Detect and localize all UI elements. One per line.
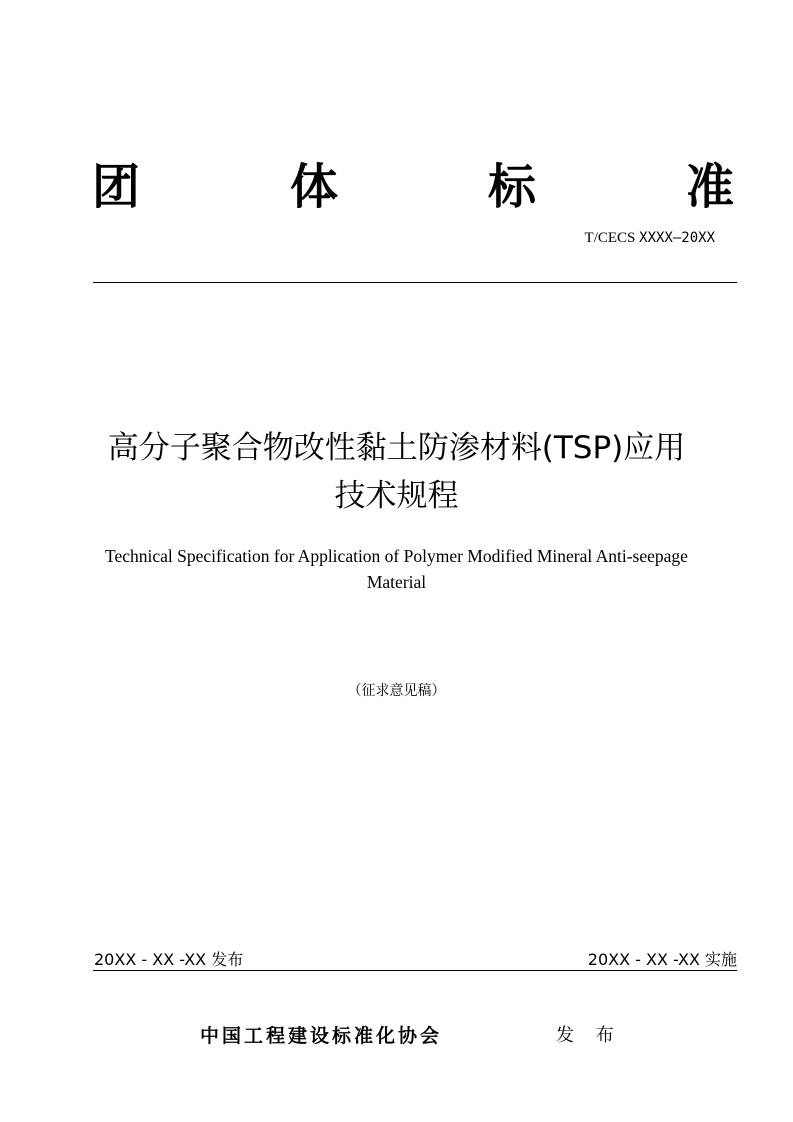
title-chinese-line-2: 技术规程: [334, 478, 459, 514]
draft-status-note: （征求意见稿）: [347, 683, 446, 699]
heading-char-4: 准: [685, 159, 734, 215]
standard-code-number: XXXX—20XX: [639, 230, 715, 246]
heading-char-2: 体: [289, 159, 338, 215]
document-type-heading: [92, 152, 734, 222]
title-chinese-line-1: 高分子聚合物改性黏土防渗材料(TSP)应用: [107, 430, 686, 466]
heading-char-1: 团: [92, 159, 141, 215]
effective-date: 20XX - XX -XX 实施: [587, 950, 737, 969]
standard-code-prefix: T/CECS: [584, 230, 640, 246]
bottom-divider: [93, 970, 737, 971]
standard-code: [585, 230, 715, 247]
heading-char-3: 标: [487, 159, 536, 215]
title-english-line-1: Technical Specification for Application of Polymer Modified Mineral Anti-seepage: [105, 546, 688, 566]
title-english-line-2: Material: [366, 572, 427, 592]
publish-label: 发 布: [556, 1025, 622, 1046]
publisher-name: 中国工程建设标准化协会: [200, 1025, 443, 1047]
top-divider: [93, 282, 737, 283]
release-date: 20XX - XX -XX 发布: [94, 950, 244, 969]
